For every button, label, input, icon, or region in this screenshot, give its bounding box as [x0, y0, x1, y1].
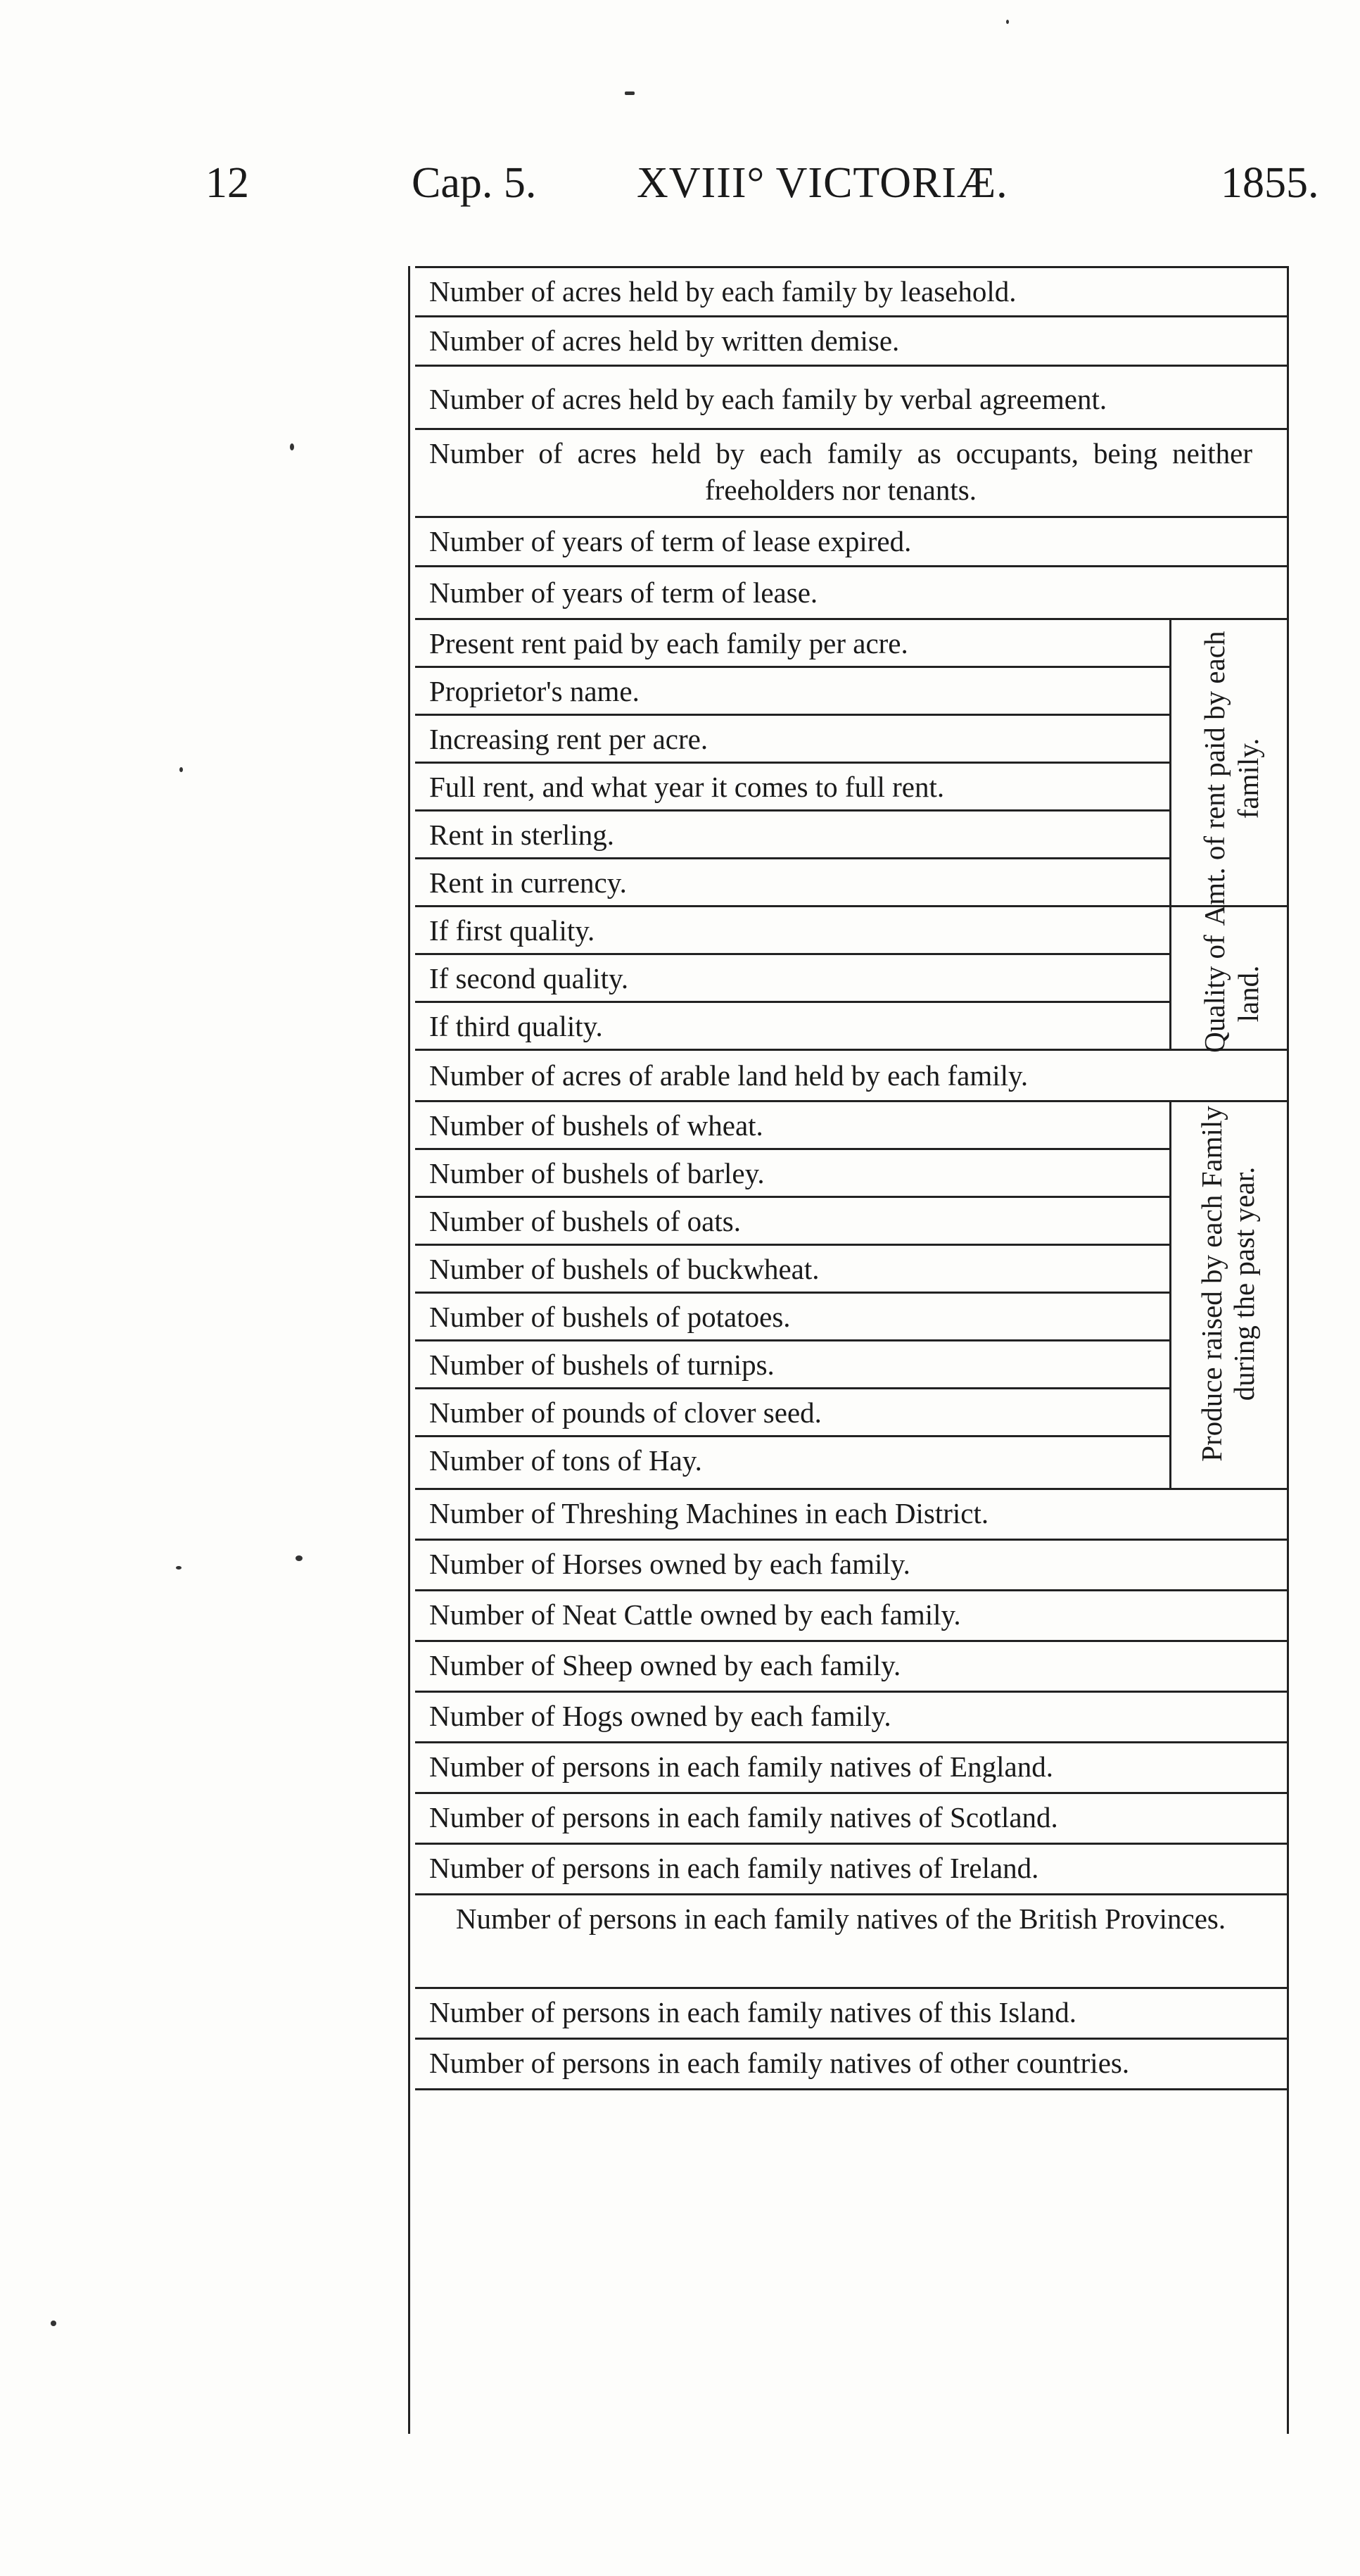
- row-rule: [415, 1100, 1289, 1102]
- row-rule: [415, 1792, 1289, 1794]
- rent-group-bracket: [1169, 618, 1289, 926]
- row-rule: [415, 1339, 1169, 1341]
- year: 1855.: [1221, 159, 1319, 207]
- list-item: Full rent, and what year it comes to full rent.: [429, 771, 945, 803]
- list-item: Number of persons in each family natives of the British Provinces.: [455, 1902, 1226, 1935]
- row-rule: [415, 1488, 1289, 1490]
- list-item: Number of persons in each family natives of England.: [429, 1750, 1053, 1783]
- produce-group-label: Produce raised by each Family during the past year.: [1195, 1106, 1260, 1462]
- list-item: Number of bushels of potatoes.: [429, 1301, 791, 1333]
- ink-speck: [179, 767, 183, 772]
- list-item: Increasing rent per acre.: [429, 723, 708, 755]
- row-rule: [415, 714, 1169, 716]
- census-schedule-table: [408, 266, 1289, 2576]
- list-item: Number of acres held by written demise.: [429, 324, 900, 357]
- list-item: Number of bushels of turnips.: [429, 1349, 775, 1381]
- ink-speck: [1006, 20, 1009, 24]
- ink-speck: [51, 2321, 56, 2326]
- row-rule: [415, 1244, 1169, 1246]
- list-item: Number of acres of arable land held by each family.: [429, 1059, 1029, 1092]
- list-item: Rent in sterling.: [429, 819, 615, 851]
- row-rule: [415, 365, 1289, 367]
- list-item: Present rent paid by each family per acre.: [429, 627, 908, 659]
- row-rule: [415, 857, 1169, 859]
- list-item: Number of years of term of lease.: [429, 576, 818, 609]
- row-rule: [415, 953, 1169, 955]
- row-rule: [415, 1589, 1289, 1591]
- produce-group-bracket: [1169, 1100, 1289, 1488]
- row-rule: [415, 809, 1169, 812]
- list-item: Number of Neat Cattle owned by each family.: [429, 1598, 961, 1631]
- row-rule: [415, 1001, 1169, 1003]
- list-item: Number of years of term of lease expired.: [429, 525, 912, 557]
- quality-group-bracket: [1169, 905, 1289, 1053]
- page-number: 12: [205, 159, 249, 207]
- ink-speck: [290, 443, 294, 450]
- list-item: Number of bushels of oats.: [429, 1205, 741, 1237]
- list-item: Number of persons in each family natives of Scotland.: [429, 1801, 1058, 1833]
- list-item: Number of Horses owned by each family.: [429, 1548, 910, 1580]
- row-rule: [415, 1196, 1169, 1198]
- list-item: Number of acres held by each family by leasehold.: [429, 275, 1017, 308]
- row-rule: [415, 1292, 1169, 1294]
- ink-speck: [176, 1566, 182, 1570]
- row-rule: [415, 2088, 1289, 2090]
- list-item: Number of Threshing Machines in each District.: [429, 1497, 989, 1529]
- row-rule: [415, 315, 1289, 317]
- row-rule: [415, 1987, 1289, 1989]
- row-rule: [415, 1387, 1169, 1389]
- row-rule: [415, 1148, 1169, 1150]
- row-rule: [415, 762, 1169, 764]
- ink-speck: [625, 91, 635, 95]
- row-rule: [415, 516, 1289, 518]
- list-item: If third quality.: [429, 1010, 603, 1042]
- list-item: Number of tons of Hay.: [429, 1444, 702, 1477]
- row-rule: [415, 428, 1289, 430]
- list-item: Proprietor's name.: [429, 675, 640, 707]
- list-item: If second quality.: [429, 962, 629, 995]
- list-item: Number of Sheep owned by each family.: [429, 1649, 901, 1681]
- list-item: Number of bushels of barley.: [429, 1157, 765, 1189]
- list-item: Number of pounds of clover seed.: [429, 1396, 822, 1429]
- list-item: Number of persons in each family natives of other countries.: [429, 2047, 1130, 2079]
- chapter-reference: Cap. 5.: [412, 159, 537, 207]
- list-item: Number of persons in each family natives of this Island.: [429, 1996, 1076, 2028]
- row-rule: [415, 1843, 1289, 1845]
- quality-group-label: Quality of land.: [1198, 935, 1264, 1053]
- list-item: Number of bushels of wheat.: [429, 1109, 763, 1142]
- row-rule: [415, 1539, 1289, 1541]
- table-left-rule: [408, 266, 410, 2434]
- row-rule: [415, 905, 1289, 907]
- row-rule: [415, 266, 1289, 268]
- row-rule: [415, 2038, 1289, 2040]
- list-item: If first quality.: [429, 914, 595, 947]
- row-rule: [415, 1691, 1289, 1693]
- list-item: Number of Hogs owned by each family.: [429, 1700, 891, 1732]
- row-rule: [415, 1741, 1289, 1743]
- reign-title: XVIII° VICTORIÆ.: [637, 159, 1008, 207]
- list-item: Number of acres held by each family by verbal agreement.: [429, 383, 1107, 415]
- row-rule: [415, 618, 1289, 620]
- list-item: Number of bushels of buckwheat.: [429, 1253, 820, 1285]
- list-item: Number of persons in each family natives of Ireland.: [429, 1852, 1039, 1884]
- row-rule: [415, 666, 1169, 668]
- row-rule: [415, 1640, 1289, 1642]
- rent-group-label: Amt. of rent paid by each family.: [1198, 631, 1264, 926]
- row-rule: [415, 565, 1289, 567]
- list-item: Number of acres held by each family as occupants, being neither freeholders nor tenants.: [429, 437, 1252, 506]
- ink-speck: [295, 1555, 303, 1561]
- row-rule: [415, 1049, 1289, 1051]
- row-rule: [415, 1435, 1169, 1437]
- list-item: Rent in currency.: [429, 866, 627, 899]
- row-rule: [415, 1893, 1289, 1895]
